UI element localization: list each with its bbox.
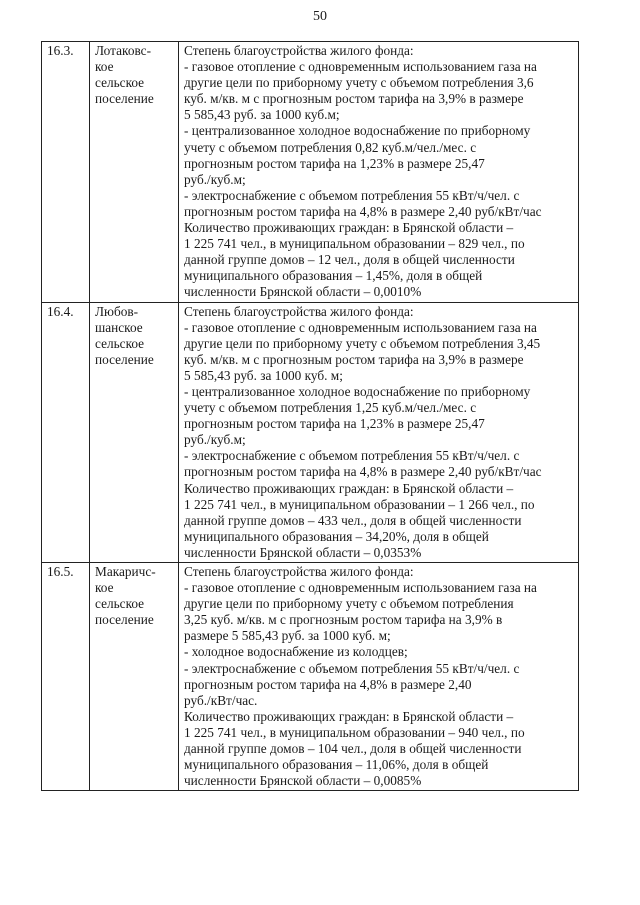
row-number: 16.4.: [47, 303, 74, 319]
settlement-name-cell: [90, 42, 179, 303]
description-line: - централизованное холодное водоснабжение по приборному: [184, 123, 531, 139]
description-line: - газовое отопление с одновременным использованием газа на: [184, 59, 537, 75]
description-line: данной группе домов – 433 чел., доля в общей численности: [184, 512, 522, 528]
description-line: 3,25 куб. м/кв. м с прогнозным ростом тарифа на 3,9% в: [184, 612, 503, 628]
description-line: 5 585,43 руб. за 1000 куб. м;: [184, 367, 343, 383]
description-line: численности Брянской области – 0,0353%: [184, 544, 422, 560]
description-line: куб. м/кв. м с прогнозным ростом тарифа на 3,9% в размере: [184, 91, 524, 107]
description-line: руб./куб.м;: [184, 171, 246, 187]
row-number-cell: [42, 42, 90, 303]
page-number: 50: [313, 9, 327, 24]
description-line: - электроснабжение с объемом потребления 55 кВт/ч/чел. с: [184, 448, 520, 464]
description-line: прогнозным ростом тарифа на 4,8% в размере 2,40 руб/кВт/час: [184, 464, 542, 480]
description-cell: [179, 563, 579, 791]
settlement-name-line: Любов-: [95, 303, 139, 319]
description-cell: [179, 302, 579, 563]
settlement-name-line: сельское: [95, 335, 145, 351]
description-cell: [179, 42, 579, 303]
settlement-name-line: Макаричс-: [95, 564, 156, 579]
description-line: - электроснабжение с объемом потребления 55 кВт/ч/чел. с: [184, 187, 520, 203]
description-line: - электроснабжение с объемом потребления 55 кВт/ч/чел. с: [184, 660, 520, 676]
table-row: [42, 563, 579, 791]
description-line: руб./куб.м;: [184, 432, 246, 448]
description-line: Степень благоустройства жилого фонда:: [184, 303, 414, 319]
table-row: [42, 302, 579, 563]
settlement-name-cell: [90, 563, 179, 791]
settlement-name-line: поселение: [95, 351, 154, 367]
settlement-name-line: сельское: [95, 75, 145, 91]
settlement-name-line: шанское: [95, 319, 143, 335]
description-line: муниципального образования – 34,20%, доля в общей: [184, 528, 489, 544]
settlement-name-line: Лотаковс-: [95, 43, 151, 58]
description-line: прогнозным ростом тарифа на 4,8% в размере 2,40: [184, 676, 472, 692]
description-line: 1 225 741 чел., в муниципальном образовании – 1 266 чел., по: [184, 496, 535, 512]
description-line: другие цели по приборному учету с объемом потребления: [184, 596, 514, 612]
row-number: 16.5.: [47, 564, 74, 579]
description-line: данной группе домов – 104 чел., доля в общей численности: [184, 741, 522, 757]
description-line: прогнозным ростом тарифа на 1,23% в размере 25,47: [184, 155, 485, 171]
table-row: [42, 42, 579, 303]
description-line: размере 5 585,43 руб. за 1000 куб. м;: [184, 628, 391, 644]
description-line: прогнозным ростом тарифа на 1,23% в размере 25,47: [184, 416, 485, 432]
description-line: 1 225 741 чел., в муниципальном образовании – 829 чел., по: [184, 236, 525, 252]
description-line: учету с объемом потребления 0,82 куб.м/чел./мес. с: [184, 139, 477, 155]
description-line: руб./кВт/час.: [184, 692, 258, 708]
settlement-name-line: поселение: [95, 612, 154, 628]
description-line: - холодное водоснабжение из колодцев;: [184, 644, 408, 660]
description-line: - централизованное холодное водоснабжение по приборному: [184, 383, 531, 399]
settlement-name-line: сельское: [95, 596, 145, 612]
description-line: муниципального образования – 11,06%, доля в общей: [184, 757, 489, 773]
description-line: Количество проживающих граждан: в Брянской области –: [184, 708, 514, 724]
description-line: численности Брянской области – 0,0010%: [184, 284, 422, 300]
settlement-name-line: кое: [95, 580, 114, 596]
description-line: куб. м/кв. м с прогнозным ростом тарифа на 3,9% в размере: [184, 351, 524, 367]
description-line: Степень благоустройства жилого фонда:: [184, 43, 414, 58]
description-line: другие цели по приборному учету с объемом потребления 3,45: [184, 335, 541, 351]
description-line: Количество проживающих граждан: в Брянской области –: [184, 220, 514, 236]
settlement-name-cell: [90, 302, 179, 563]
description-line: Количество проживающих граждан: в Брянской области –: [184, 480, 514, 496]
description-line: прогнозным ростом тарифа на 4,8% в размере 2,40 руб/кВт/час: [184, 203, 542, 219]
description-line: - газовое отопление с одновременным использованием газа на: [184, 580, 537, 596]
settlement-name-line: поселение: [95, 91, 154, 107]
description-line: численности Брянской области – 0,0085%: [184, 773, 422, 789]
description-line: муниципального образования – 1,45%, доля в общей: [184, 268, 483, 284]
description-line: учету с объемом потребления 1,25 куб.м/чел./мес. с: [184, 400, 477, 416]
description-line: другие цели по приборному учету с объемом потребления 3,6: [184, 75, 534, 91]
description-line: - газовое отопление с одновременным использованием газа на: [184, 319, 537, 335]
row-number-cell: [42, 563, 90, 791]
row-number: 16.3.: [47, 43, 74, 58]
settlement-name-line: кое: [95, 59, 114, 75]
description-line: 1 225 741 чел., в муниципальном образовании – 940 чел., по: [184, 724, 525, 740]
description-line: Степень благоустройства жилого фонда:: [184, 564, 414, 579]
settlement-table: [41, 41, 579, 791]
description-line: данной группе домов – 12 чел., доля в общей численности: [184, 252, 515, 268]
description-line: 5 585,43 руб. за 1000 куб.м;: [184, 107, 340, 123]
row-number-cell: [42, 302, 90, 563]
